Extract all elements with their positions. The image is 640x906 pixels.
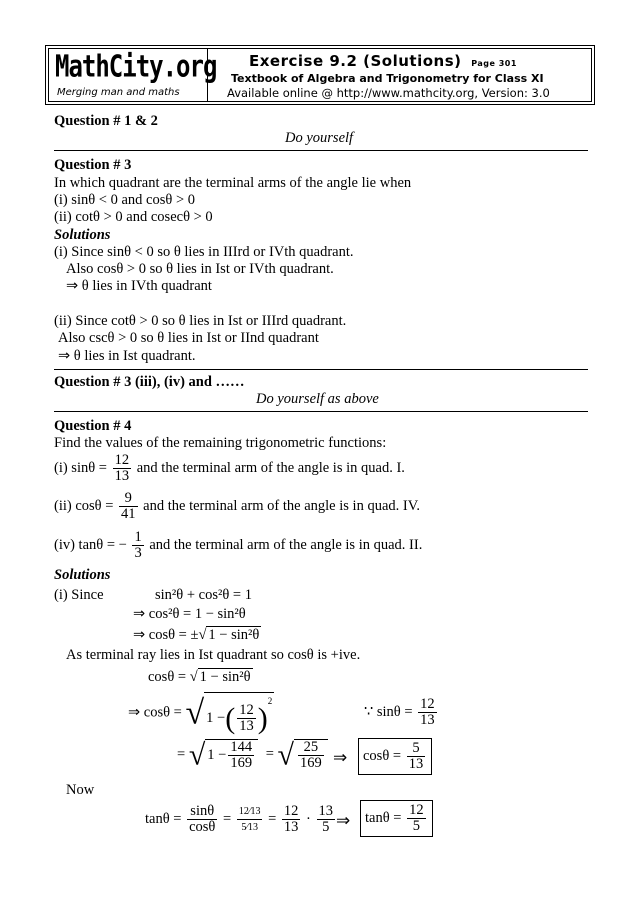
eq-cos-root: ⇒ cosθ = ±√ 1 − sin²θ — [133, 627, 260, 643]
eq-tan: tanθ = $\frac{\sin\theta}{\cos\theta}$ = $\frac{12⁄13}{5⁄13}$ = $\frac{12}{13}$ · $\frac{13}{5}$ — [145, 803, 334, 835]
q12-note: Do yourself — [285, 130, 354, 146]
q4-part1-text: and the terminal arm of the angle is in quad. I. — [136, 459, 405, 476]
exercise-title-text: Exercise 9.2 (Solutions) — [249, 52, 462, 70]
q4-part3-text: and the terminal arm of the angle is in quad. II. — [149, 536, 423, 553]
sqrt-term: 1 − sin²θ — [208, 627, 260, 643]
q3-part2: (ii) cotθ > 0 and cosecθ > 0 — [54, 209, 213, 225]
implies-arrow: ⇒ — [336, 811, 351, 830]
eq-identity: sin²θ + cos²θ = 1 — [155, 587, 252, 603]
eq-cos-substitute: ⇒ cosθ = √ 1 −( $\frac{12}{13}$ )$^2$ — [128, 692, 274, 734]
eq-cos-positive: cosθ = √ 1 − sin²θ — [148, 669, 251, 685]
implies-arrow: ⇒ — [333, 748, 348, 767]
fraction: $\frac{12}{13}$ — [114, 452, 130, 484]
header-box — [45, 45, 595, 105]
exercise-title — [249, 52, 517, 70]
q3b-note: Do yourself as above — [256, 391, 379, 407]
divider — [54, 150, 588, 151]
q4-part1 — [54, 453, 405, 484]
header-inner-border — [48, 48, 592, 102]
result-cos-box: cosθ = $\frac{5}{13}$ — [358, 738, 432, 775]
q3-sol-line6: ⇒ θ lies in Ist quadrant. — [58, 348, 196, 364]
q3-solutions-heading: Solutions — [54, 227, 111, 243]
fraction: $\frac{1}{3}$ — [134, 529, 142, 561]
q3-sol-line2: Also cosθ > 0 so θ lies in Ist or IVth quadrant. — [66, 261, 334, 277]
q3-prompt: In which quadrant are the terminal arms of the angle lie when — [54, 175, 412, 191]
q4-part1-label: (i) sinθ = — [54, 459, 107, 476]
fraction: $\frac{9}{41}$ — [121, 490, 136, 522]
textbook-subtitle: Textbook of Algebra and Trigonometry for Class XI — [231, 72, 544, 85]
q4-prompt: Find the values of the remaining trigonometric functions: — [54, 435, 387, 451]
now-label: Now — [66, 782, 95, 798]
q3-sol-line4: (ii) Since cotθ > 0 so θ lies in Ist or IIIrd quadrant. — [54, 313, 347, 329]
q3-sol-line3: ⇒ θ lies in IVth quadrant — [66, 278, 212, 294]
logo: MathCity.org — [55, 49, 217, 84]
q4-part2-label: (ii) cosθ = — [54, 497, 114, 514]
q3b-title: Question # 3 (iii), (iv) and …… — [54, 374, 245, 390]
divider — [54, 369, 588, 370]
q12-title: Question # 1 & 2 — [54, 113, 158, 129]
q4-since: (i) Since — [54, 587, 104, 603]
page-number: Page 301 — [471, 59, 517, 68]
tagline: Merging man and maths — [57, 87, 180, 98]
q4-part3-label: (iv) tanθ = − — [54, 536, 127, 553]
q4-part3 — [54, 530, 422, 561]
result-tan-box: tanθ = $\frac{12}{5}$ — [360, 800, 433, 837]
divider — [54, 411, 588, 412]
sqrt-term: 1 − sin²θ — [199, 669, 251, 685]
q3-sol-line5: Also cscθ > 0 so θ lies in Ist or IInd quadrant — [58, 330, 319, 346]
q3-part1: (i) sinθ < 0 and cosθ > 0 — [54, 192, 195, 208]
because-note: ∵ sinθ = $\frac{12}{13}$ — [364, 696, 435, 728]
terminal-ray-note: As terminal ray lies in Ist quadrant so cosθ is +ive. — [66, 647, 361, 663]
q3-sol-line1: (i) Since sinθ < 0 so θ lies in IIIrd or IVth quadrant. — [54, 244, 354, 260]
q4-title: Question # 4 — [54, 418, 132, 434]
eq-cos-squared: ⇒ cos²θ = 1 − sin²θ — [133, 606, 246, 622]
q4-solutions-heading: Solutions — [54, 567, 111, 583]
q4-part2-text: and the terminal arm of the angle is in quad. IV. — [143, 497, 420, 514]
q4-part2 — [54, 491, 420, 522]
q3-title: Question # 3 — [54, 157, 132, 173]
eq-cos-numeric: = √ 1 − $\frac{144}{169}$ = √ $\frac{25}{169}$ — [177, 739, 328, 771]
online-link[interactable]: Available online @ http://www.mathcity.org, Version: 3.0 — [227, 86, 550, 100]
